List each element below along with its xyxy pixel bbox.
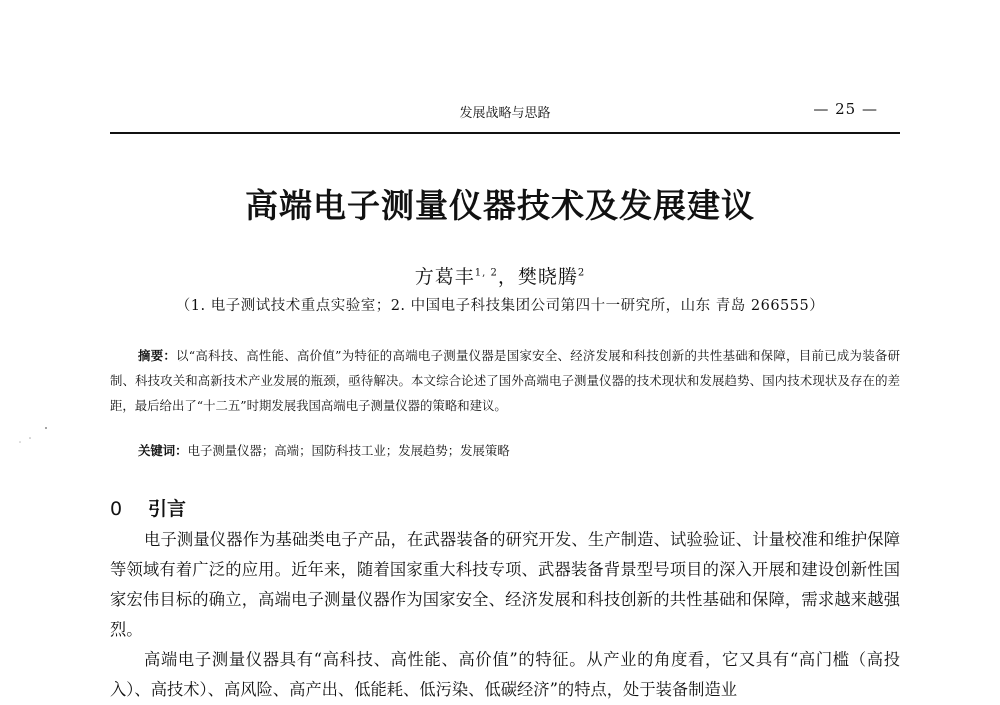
paper-title: 高端电子测量仪器技术及发展建议	[245, 186, 755, 225]
author-separator: ，	[497, 266, 518, 288]
author-list	[0, 262, 1000, 289]
scan-artifact-marks	[0, 0, 60, 460]
body-paragraph: 高端电子测量仪器具有“高科技、高性能、高价值”的特征。从产业的角度看，它又具有“高门槛（高投入）、高技术）、高风险、高产出、低能耗、低污染、低碳经济”的特点，处于装备制造业	[110, 650, 900, 699]
author-affiliation-mark: 1, 2	[474, 267, 498, 279]
section-title: 引言	[148, 498, 187, 520]
abstract-text: 以“高科技、高性能、高价值”为特征的高端电子测量仪器是国家安全、经济发展和科技创新的共性基础和保障，目前已成为装备研制、科技攻关和高新技术产业发展的瓶颈，亟待解决。本文综合论述了国外高端电子测量仪器的技术现状和发展趋势、国内技术现状及存在的差距，最后给出了“十二五”时期发展我国高端电子测量仪器的策略和建议。	[110, 348, 901, 413]
running-header	[110, 94, 900, 134]
body-paragraph: 电子测量仪器作为基础类电子产品，在武器装备的研究开发、生产制造、试验验证、计量校准和维护保障等领域有着广泛的应用。近年来，随着国家重大科技专项、武器装备背景型号项目的深入开展和建设创新性国家宏伟目标的确立，高端电子测量仪器作为国家安全、经济发展和科技创新的共性基础和保障，需求越来越强烈。	[110, 530, 900, 639]
abstract-label: 摘要：	[138, 348, 177, 363]
affiliation-line: （1. 电子测试技术重点实验室；2. 中国电子科技集团公司第四十一研究所，山东 青岛 266555）	[175, 298, 825, 314]
keywords	[138, 441, 510, 459]
section-number: 0	[110, 498, 123, 520]
author-name: 樊晓腾	[517, 266, 578, 288]
page-number: — 25 —	[813, 100, 878, 118]
journal-section-name: 发展战略与思路	[459, 106, 551, 121]
section-heading	[110, 494, 186, 521]
section-body	[110, 525, 900, 705]
keywords-text: 电子测量仪器；高端；国防科技工业；发展趋势；发展策略	[187, 443, 510, 458]
author-name: 方葛丰	[414, 266, 475, 288]
abstract	[110, 343, 900, 418]
keywords-label: 关键词：	[138, 443, 188, 458]
author-affiliation-mark: 2	[577, 267, 586, 279]
